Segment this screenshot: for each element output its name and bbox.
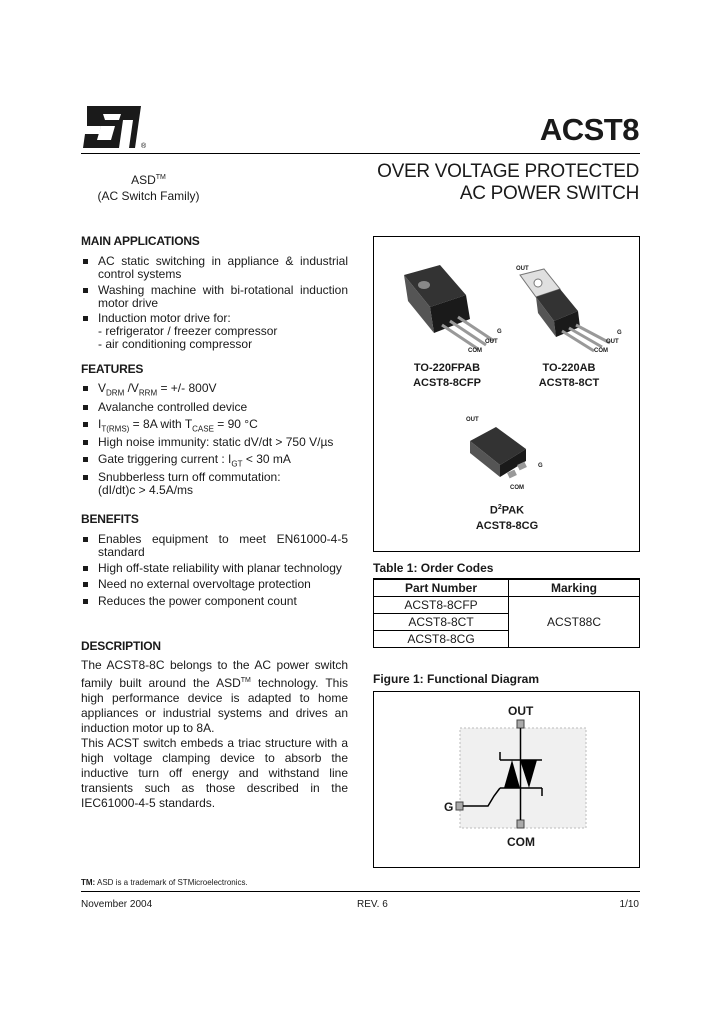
to220fpab-package-drawing <box>390 261 510 361</box>
pkg1-caption: TO-220FPAB ACST8-8CFP <box>413 362 481 389</box>
benefits-heading: BENEFITS <box>81 512 139 526</box>
list-item: Induction motor drive for: - refrigerator / freezer compressor - air conditioning compressor <box>81 312 348 351</box>
table-cell: ACST8-8CG <box>374 631 509 648</box>
brand-block <box>81 170 216 204</box>
list-item: Washing machine with bi-rotational induction motor drive <box>81 284 348 310</box>
pin-label-g: G <box>538 463 543 469</box>
table-cell: ACST8-8CFP <box>374 597 509 614</box>
pin-label-com: COM <box>594 348 608 354</box>
footer-date: November 2004 <box>81 899 153 910</box>
list-item: High noise immunity: static dV/dt > 750 V/µs <box>81 436 348 449</box>
figure-title: Figure 1: Functional Diagram <box>373 672 540 686</box>
list-item: Enables equipment to meet EN61000-4-5 standard <box>81 533 348 559</box>
footer-revision: REV. 6 <box>357 899 388 910</box>
header-rule <box>81 153 640 154</box>
brand-name: ASD <box>131 173 156 187</box>
figure-box <box>373 691 640 868</box>
pin-label-out: OUT <box>606 339 619 345</box>
pin-label-g: G <box>497 329 502 335</box>
registered-mark: ® <box>141 143 147 150</box>
list-item: Reduces the power component count <box>81 595 348 608</box>
list-item: $I_{T(RMS)} = 8A$ with $T_{CASE} = 90$ °C <box>81 418 348 435</box>
description-heading: DESCRIPTION <box>81 639 161 653</box>
d2pak-package-drawing <box>462 421 542 487</box>
description-paragraph-2: This ACST switch embeds a triac structure with a high voltage clamping device to absorb the inductive turn off energy and withstand line transients such as those described in the IEC61000-4-5 standards. <box>81 736 348 810</box>
list-item: Need no external overvoltage protection <box>81 578 348 591</box>
pin-label-com: COM <box>468 348 482 354</box>
marking-cell: ACST88C <box>509 597 640 648</box>
col-part-number: Part Number <box>374 579 509 597</box>
table-cell: ACST8-8CT <box>374 614 509 631</box>
package-box <box>373 236 640 552</box>
pin-label-out: OUT <box>466 417 479 423</box>
diagram-label-out: OUT <box>508 704 534 718</box>
brand-tm: TM <box>155 174 166 181</box>
main-applications-heading: MAIN APPLICATIONS <box>81 234 200 248</box>
diagram-label-g: G <box>444 800 454 814</box>
order-codes-table <box>373 578 640 648</box>
table-title: Table 1: Order Codes <box>373 561 494 575</box>
description-text <box>81 658 348 811</box>
pkg2-caption: TO-220AB ACST8-8CT <box>538 362 600 389</box>
footer-page-number: 1/10 <box>619 899 639 910</box>
pkg3-caption: $D^2PAK$ ACST8-8CG <box>475 504 539 532</box>
list-item: Avalanche controlled device <box>81 401 348 414</box>
table-header-row <box>374 579 640 597</box>
description-paragraph-1: The ACST8-8C belongs to the AC power switch family built around the ASD™ technology. This high performance device is adapted to home appliances or industrial systems and drives an induction motor up to 8A. <box>81 658 348 735</box>
diagram-label-com: COM <box>507 835 535 849</box>
pin-label-g: G <box>617 330 622 336</box>
pin-label-com: COM <box>510 485 524 491</box>
st-logo <box>81 104 153 150</box>
subtitle <box>377 161 639 205</box>
col-marking: Marking <box>509 579 640 597</box>
pin-label-out: OUT <box>516 266 529 272</box>
features-heading: FEATURES <box>81 362 144 376</box>
list-item: AC static switching in appliance & industrial control systems <box>81 255 348 281</box>
trademark-note: TM: ASD is a trademark of STMicroelectronics. <box>81 878 248 887</box>
list-item: Gate triggering current : $I_{GT} < 30$ mA <box>81 453 348 470</box>
subtitle-line-1: OVER VOLTAGE PROTECTED <box>377 161 639 182</box>
pin-label-out: OUT <box>485 339 498 345</box>
brand-family: (AC Switch Family) <box>97 189 200 203</box>
list-item: $V_{DRM}$ $/V_{RRM}$ = +/- 800V <box>81 382 348 399</box>
list-item: Snubberless turn off commutation: (dI/dt)c > 4.5A/ms <box>81 471 348 497</box>
subtitle-line-2: AC POWER SWITCH <box>459 183 639 204</box>
part-number-title: ACST8 <box>539 112 639 147</box>
list-item: High off-state reliability with planar technology <box>81 562 348 575</box>
table-row <box>374 597 640 614</box>
footer-rule <box>81 891 640 892</box>
